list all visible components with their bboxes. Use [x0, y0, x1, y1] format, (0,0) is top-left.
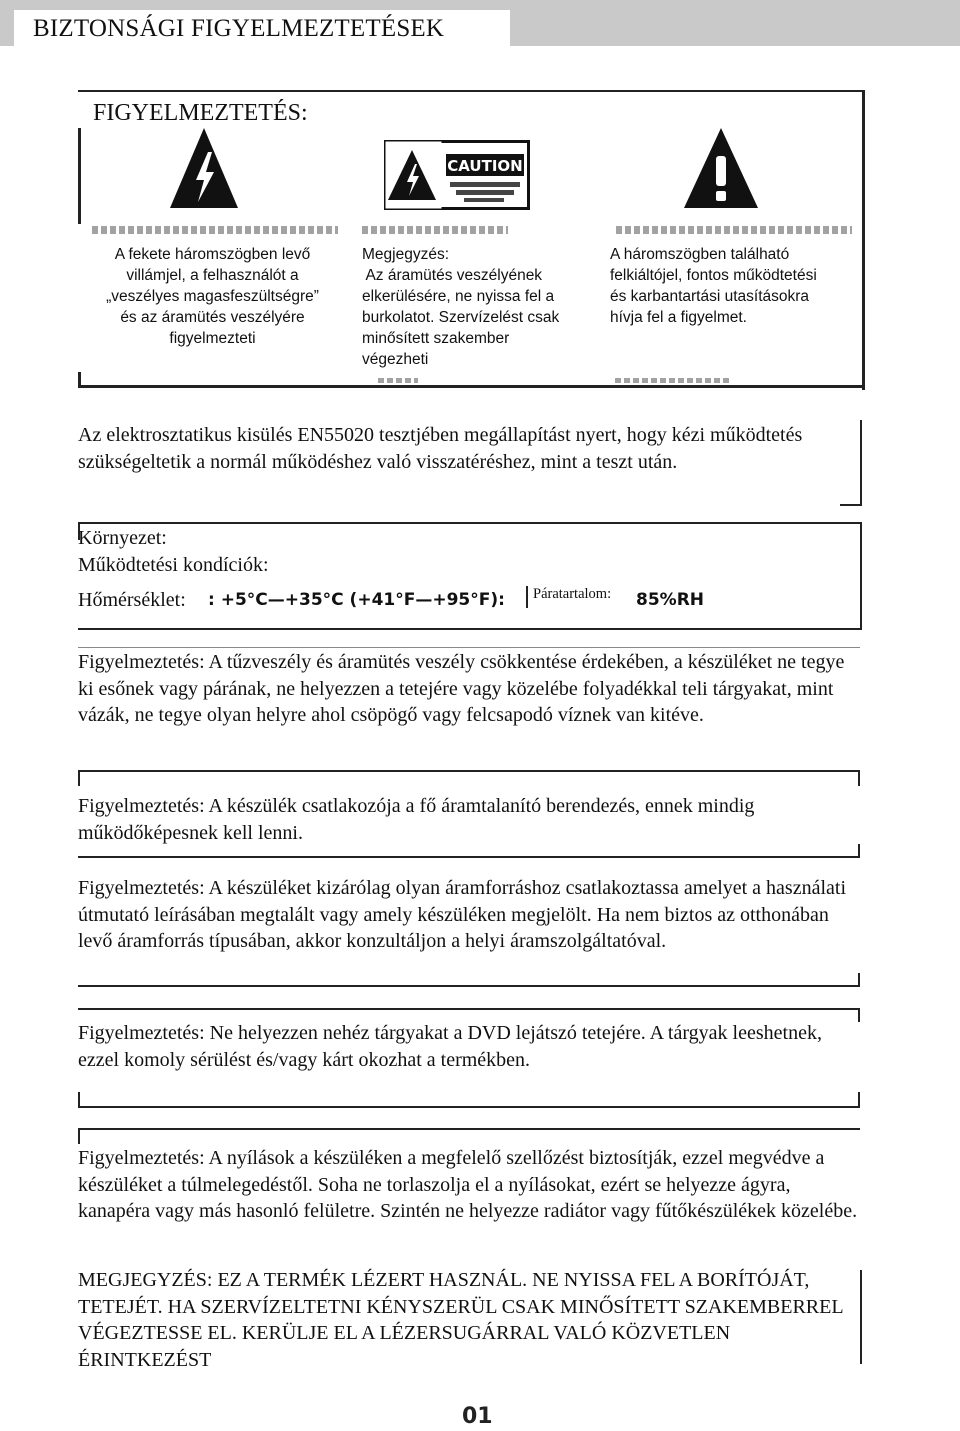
- caption-line: és az áramütés veszélyére: [120, 309, 305, 326]
- warning-paragraph-moisture: Figyelmeztetés: A tűzveszély és áramütés veszély csökkentése érdekében, a készüléket ne tegye ki esőnek vagy párának, ne helyezzen a tetejére vagy közelébe folyadékkal teli tárgyakat, mint vázák, ne tegye olyan helyre ahol csöpögő vagy felcsapodó víznek van kitéve.: [78, 651, 845, 726]
- humidity-divider: [526, 586, 528, 608]
- divider-tick: [858, 770, 860, 786]
- humidity-label: Páratartalom:: [533, 586, 612, 602]
- divider-tick: [78, 770, 80, 786]
- warning-box-left-rule: [78, 128, 81, 224]
- warning-box-bottom-rule: [78, 385, 862, 388]
- exclamation-warning-icon: [682, 126, 760, 210]
- caption-line: burkolatot. Szervízelést csak: [362, 309, 560, 326]
- caption-line: A fekete háromszögben levő: [114, 246, 311, 263]
- temperature-value: : +5°C—+35°C (+41°F—+95°F):: [208, 590, 505, 610]
- divider-rule: [78, 770, 860, 772]
- caption-line: felkiáltójel, fontos működtetési: [610, 267, 817, 284]
- warning-paragraph-plug: Figyelmeztetés: A készülék csatlakozója a fő áramtalanító berendezés, ennek mindig működőképesnek kell lenni.: [78, 795, 755, 844]
- lightning-caption: [85, 244, 340, 349]
- caption-line: hívja fel a figyelmet.: [610, 309, 747, 326]
- caution-label-icon: [384, 140, 530, 210]
- caption-line: Az áramütés veszélyének: [362, 267, 543, 284]
- warning-heading: FIGYELMEZTETÉS:: [93, 100, 318, 127]
- temperature-label: Hőmérséklet:: [78, 589, 186, 611]
- divider-rule: [78, 1106, 860, 1108]
- warning-paragraph-heavy-objects: Figyelmeztetés: Ne helyezzen nehéz tárgyakat a DVD lejátszó tetejére. A tárgyak leeshetnek, ezzel komoly sérülést és/vagy kárt okozhat a termékben.: [78, 1022, 822, 1071]
- caution-caption: [362, 244, 582, 370]
- faded-caption-strip-middle: [362, 226, 508, 234]
- divider-tick: [858, 973, 860, 987]
- divider-rule: [78, 985, 860, 987]
- laser-note: MEGJEGYZÉS: EZ A TERMÉK LÉZERT HASZNÁL. NE NYISSA FEL A BORÍTÓJÁT, TETEJÉT. HA SZERVÍZELTETNI KÉNYSZERÜL CSAK MINŐSÍTETT SZAKEMBERREL VÉGEZTESSE EL. KERÜLJE EL A LÉZERSUGÁRRAL VALÓ KÖZVETLEN ÉRINTKEZÉST: [78, 1269, 843, 1371]
- warning-paragraph-power-source: Figyelmeztetés: A készüléket kizárólag olyan áramforráshoz csatlakoztassa amelyet a használati útmutató leírásában megtalált vagy amely készüléken megjelölt. Ha nem biztos az otthonában levő áramforrás típusában, akkor konzultáljon a helyi áramszolgáltatóval.: [78, 877, 847, 952]
- faded-footer-strip-right: [615, 378, 731, 383]
- faded-caption-strip-left: [92, 226, 338, 234]
- caption-line: elkerülésére, ne nyissa fel a: [362, 288, 555, 305]
- operating-conditions: Működtetési kondíciók:: [78, 554, 269, 576]
- caption-line: minősített szakember: [362, 330, 510, 347]
- caption-line: villámjel, a felhasználót a: [126, 267, 299, 284]
- caption-line: A háromszögben található: [610, 246, 790, 263]
- esd-paragraph: Az elektrosztatikus kisülés EN55020 tesztjében megállapítást nyert, hogy kézi működtetés szükségeltetik a normál működéshez való visszatéréshez, mint a teszt után.: [78, 424, 803, 473]
- humidity-value: 85%RH: [636, 590, 705, 610]
- divider-rule: [78, 1008, 860, 1010]
- faded-caption-strip-right: [616, 226, 852, 234]
- environment-title: Környezet:: [78, 527, 167, 549]
- caption-line: végezheti: [362, 351, 429, 368]
- caption-line: „veszélyes magasfeszültségre”: [106, 288, 319, 305]
- divider-tick: [858, 844, 860, 858]
- divider-tick: [858, 1092, 860, 1108]
- divider-tick: [78, 1128, 80, 1144]
- faded-footer-strip-middle: [378, 378, 418, 383]
- warning-box-bottom-tick: [78, 372, 81, 388]
- page-number: 01: [462, 1404, 493, 1429]
- page-title: BIZTONSÁGI FIGYELMEZTETÉSEK: [33, 15, 445, 42]
- caution-label-text: CAUTION: [447, 157, 523, 175]
- divider-rule: [78, 856, 860, 858]
- caption-line: figyelmezteti: [169, 330, 256, 347]
- caption-line: Megjegyzés:: [362, 246, 450, 263]
- lightning-warning-icon: [168, 126, 240, 210]
- divider-tick: [78, 1092, 80, 1108]
- note-side-rule: [860, 1270, 862, 1364]
- caption-line: és karbantartási utasításokra: [610, 288, 810, 305]
- divider-rule: [78, 1128, 860, 1130]
- divider-rule: [78, 647, 860, 648]
- warning-paragraph-ventilation: Figyelmeztetés: A nyílások a készüléken a megfelelő szellőzést biztosítják, ezzel megvédve a készüléket a túlmelegedéstől. Soha ne torlaszolja el a nyílásokat, ezért se helyezze ágyra, kanapéra vagy más hasonló felületre. Szintén ne helyezze radiátor vagy fűtőkészülékek közelébe.: [78, 1147, 858, 1222]
- exclamation-caption: [610, 244, 855, 328]
- esd-box-frame: [840, 420, 862, 506]
